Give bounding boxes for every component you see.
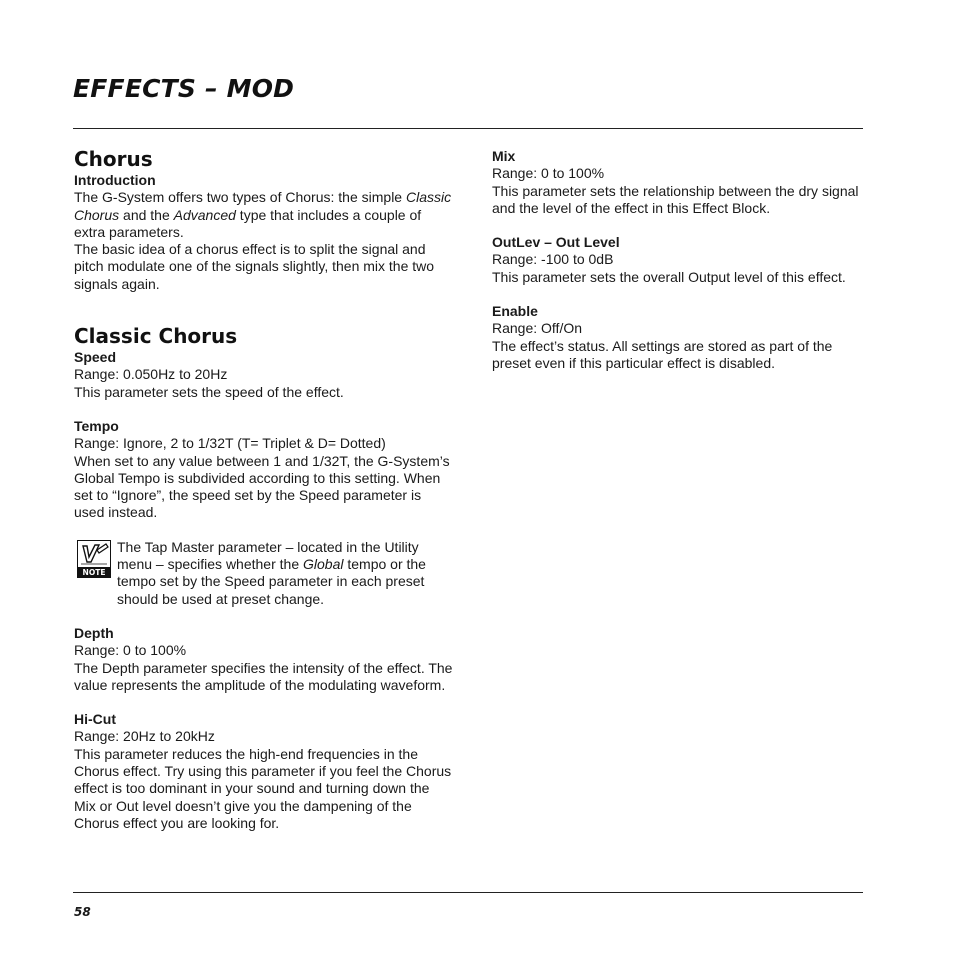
enable-description: The effect’s status. All settings are stored as part of the preset even if this particular effect is disabled. xyxy=(492,337,833,371)
bottom-divider xyxy=(73,892,863,893)
note-icon-label: NOTE xyxy=(82,567,106,577)
enable-section xyxy=(492,303,867,372)
speed-label: Speed xyxy=(74,349,117,366)
mix-range: Range: 0 to 100% xyxy=(492,165,605,182)
depth-range: Range: 0 to 100% xyxy=(74,642,187,659)
intro-text-c: and the xyxy=(119,206,174,223)
tempo-label: Tempo xyxy=(74,417,119,434)
enable-label: Enable xyxy=(492,303,538,320)
outlev-label: OutLev – Out Level xyxy=(492,234,620,251)
note-text-a: The Tap Master parameter – located in the Utility menu – specifies whether the xyxy=(117,538,419,573)
note-icon xyxy=(77,540,111,578)
introduction-paragraph-2: The basic idea of a chorus effect is to split the signal and pitch modulate one of the signals slightly, then mix the two signals again. xyxy=(74,241,435,292)
outlev-section xyxy=(492,234,867,286)
intro-text-a: The G-System offers two types of Chorus: the simple xyxy=(74,189,406,206)
classic-chorus-heading: Classic Chorus xyxy=(74,324,238,349)
depth-description: The Depth parameter specifies the intensity of the effect. The value represents the amplitude of the modulating waveform. xyxy=(74,659,453,693)
mix-section xyxy=(492,148,867,217)
speed-description: This parameter sets the speed of the effect. xyxy=(74,383,344,400)
note-text xyxy=(117,539,454,608)
intro-text-e: type that includes a couple of extra parameters. xyxy=(74,206,422,240)
introduction-section xyxy=(74,172,454,293)
depth-section xyxy=(74,625,454,694)
tempo-section xyxy=(74,418,454,522)
page-number: 58 xyxy=(74,905,91,919)
right-column xyxy=(492,148,867,372)
hicut-label: Hi-Cut xyxy=(74,711,116,728)
introduction-paragraph-1 xyxy=(74,189,454,241)
intro-text-classic-chorus: Classic Chorus xyxy=(74,189,452,223)
note-box xyxy=(74,539,454,608)
hicut-section xyxy=(74,711,454,832)
outlev-range: Range: -100 to 0dB xyxy=(492,251,614,268)
introduction-label: Introduction xyxy=(74,172,156,188)
depth-label: Depth xyxy=(74,624,114,641)
mix-label: Mix xyxy=(492,148,516,164)
top-divider xyxy=(73,128,863,129)
tempo-range: Range: Ignore, 2 to 1/32T (T= Triplet & D= Dotted) xyxy=(74,435,386,452)
hicut-description: This parameter reduces the high-end frequencies in the Chorus effect. Try using this parameter if you feel the Chorus effect is too dominant in your sound and turning down the Mix or Out level doesn’t give you the dampening of the Chorus effect you are looking for. xyxy=(74,745,452,831)
speed-section xyxy=(74,349,454,401)
enable-range: Range: Off/On xyxy=(492,320,583,337)
chorus-heading: Chorus xyxy=(74,147,153,171)
tempo-description: When set to any value between 1 and 1/32T, the G-System’s Global Tempo is subdivided according to this setting. When set to “Ignore”, the speed set by the Speed parameter is used instead. xyxy=(74,452,450,521)
page-title: EFFECTS – MOD xyxy=(73,74,295,103)
outlev-description: This parameter sets the overall Output level of this effect. xyxy=(492,268,846,285)
note-text-c: tempo or the tempo set by the Speed parameter in each preset should be used at preset change. xyxy=(117,556,426,607)
mix-description: This parameter sets the relationship between the dry signal and the level of the effect in this Effect Block. xyxy=(492,182,859,216)
hicut-range: Range: 20Hz to 20kHz xyxy=(74,728,215,745)
left-column xyxy=(74,146,454,832)
speed-range: Range: 0.050Hz to 20Hz xyxy=(74,366,228,383)
intro-text-advanced: Advanced xyxy=(173,206,236,223)
note-text-global: Global xyxy=(303,556,344,573)
